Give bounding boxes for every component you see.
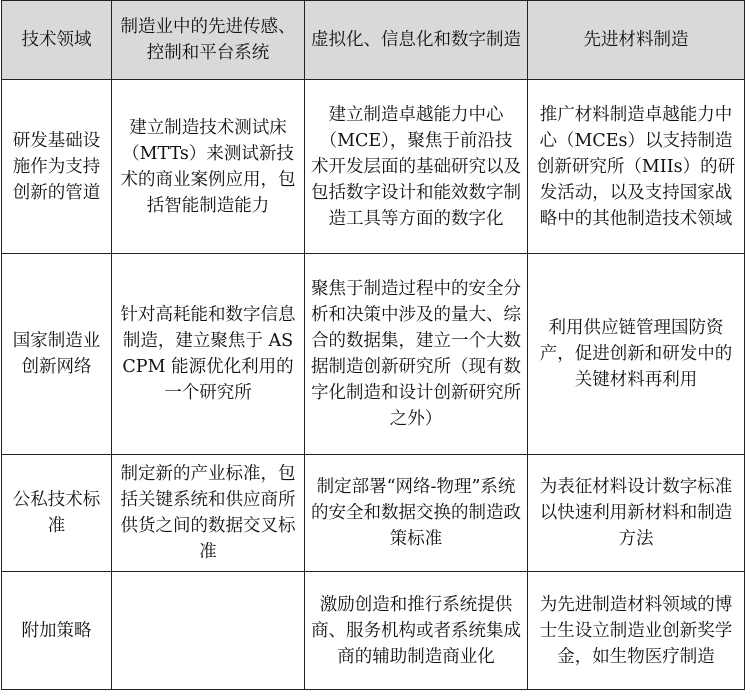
strategy-table (1, 0, 745, 690)
table-cell: 制定部署“网络-物理”系统的安全和数据交换的制造政策标准 (305, 455, 528, 572)
table-cell: 聚焦于制造过程中的安全分析和决策中涉及的量大、综合的数据集，建立一个大数据制造创新研究所（现有数字化制造和设计创新研究所之外） (305, 254, 528, 455)
table-cell: 建立制造技术测试床（MTTs）来测试新技术的商业案例应用，包括智能制造能力 (112, 80, 305, 254)
header-cell-tech-area: 技术领域 (2, 1, 112, 80)
header-cell-digital-manufacturing: 虚拟化、信息化和数字制造 (305, 1, 528, 80)
row-label: 附加策略 (2, 572, 112, 690)
header-cell-advanced-materials: 先进材料制造 (528, 1, 745, 80)
table-cell: 激励创造和推行系统提供商、服务机构或者系统集成商的辅助制造商业化 (305, 572, 528, 690)
header-cell-sensing-control: 制造业中的先进传感、控制和平台系统 (112, 1, 305, 80)
header-row (2, 1, 745, 80)
table-cell: 利用供应链管理国防资产，促进创新和研发中的关键材料再利用 (528, 254, 745, 455)
row-label: 国家制造业创新网络 (2, 254, 112, 455)
table-cell-empty (112, 572, 305, 690)
table-cell: 针对高耗能和数字信息制造，建立聚焦于 ASCPM 能源优化利用的一个研究所 (112, 254, 305, 455)
table-row (2, 455, 745, 572)
row-label: 研发基础设施作为支持创新的管道 (2, 80, 112, 254)
table-row (2, 254, 745, 455)
table-cell: 推广材料制造卓越能力中心（MCEs）以支持制造创新研究所（MIIs）的研发活动，以及支持国家战略中的其他制造技术领域 (528, 80, 745, 254)
table-cell: 为先进制造材料领域的博士生设立制造业创新奖学金，如生物医疗制造 (528, 572, 745, 690)
table-row (2, 80, 745, 254)
table-row (2, 572, 745, 690)
table-cell: 制定新的产业标准，包括关键系统和供应商所供货之间的数据交叉标准 (112, 455, 305, 572)
table-cell: 为表征材料设计数字标准以快速利用新材料和制造方法 (528, 455, 745, 572)
row-label: 公私技术标准 (2, 455, 112, 572)
table-cell: 建立制造卓越能力中心（MCE），聚焦于前沿技术开发层面的基础研究以及包括数字设计和能效数字制造工具等方面的数字化 (305, 80, 528, 254)
